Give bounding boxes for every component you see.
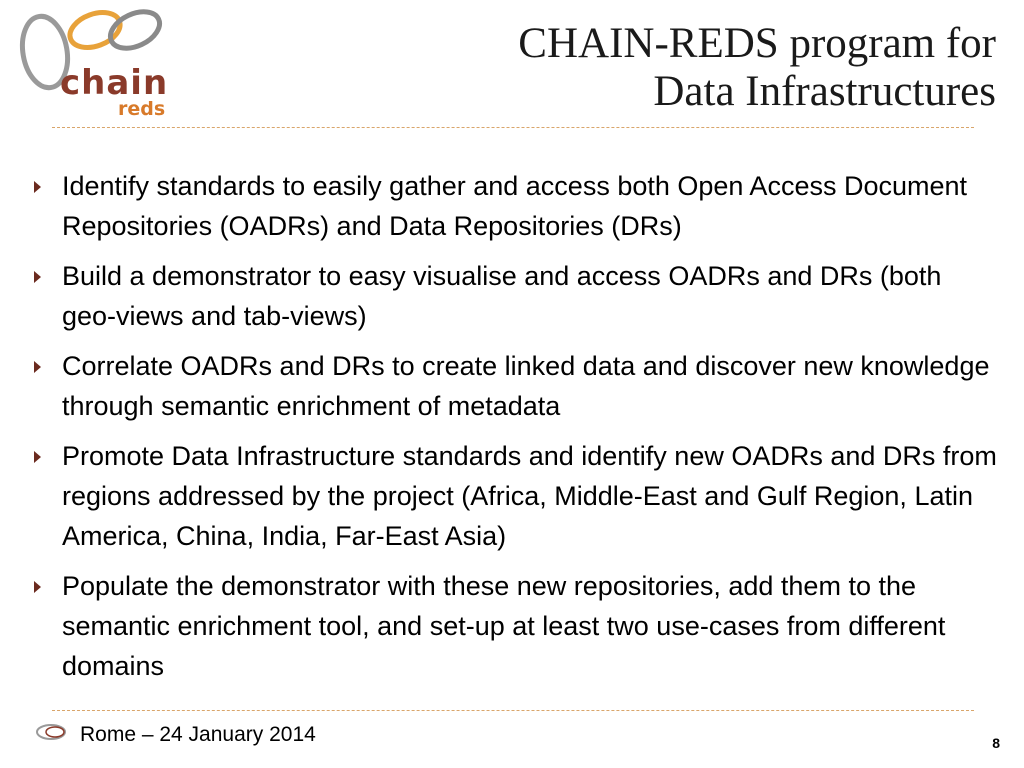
bullet-text: Identify standards to easily gather and access both Open Access Document Repositories (OADRs) and Data Repositories (DRs) (62, 171, 968, 241)
triangle-bullet-icon (34, 181, 41, 193)
bullet-item (32, 256, 997, 336)
page-number: 8 (992, 735, 1000, 751)
chain-reds-logo (0, 0, 190, 128)
triangle-bullet-icon (34, 581, 41, 593)
bullet-text: Build a demonstrator to easy visualise and access OADRs and DRs (both geo-views and tab-views) (62, 261, 942, 331)
bullet-item (32, 166, 997, 246)
bullet-item (32, 436, 997, 556)
bullet-text: Promote Data Infrastructure standards and identify new OADRs and DRs from regions addressed by the project (Africa, Middle-East and Gulf Region, Latin America, China, India, Far-East Asia) (62, 441, 997, 551)
slide-title-line-1: CHAIN-REDS program for (518, 20, 996, 67)
footer-divider (52, 710, 974, 711)
logo-wordmark: chain (60, 63, 169, 103)
triangle-bullet-icon (34, 271, 41, 283)
bullet-item (32, 346, 997, 426)
footer-location-date: Rome – 24 January 2014 (80, 723, 316, 746)
header-divider (52, 127, 974, 128)
slide-title (376, 20, 996, 116)
bullet-item (32, 566, 997, 686)
bullet-list (32, 166, 997, 696)
bullet-text: Populate the demonstrator with these new repositories, add them to the semantic enrichment tool, and set-up at least two use-cases from different domains (62, 571, 946, 681)
triangle-bullet-icon (34, 451, 41, 463)
footer-swirl-icon (34, 722, 68, 742)
bullet-text: Correlate OADRs and DRs to create linked data and discover new knowledge through semantic enrichment of metadata (62, 351, 990, 421)
slide-title-line-2: Data Infrastructures (653, 68, 996, 115)
triangle-bullet-icon (34, 361, 41, 373)
logo-subtitle: reds (118, 98, 166, 120)
